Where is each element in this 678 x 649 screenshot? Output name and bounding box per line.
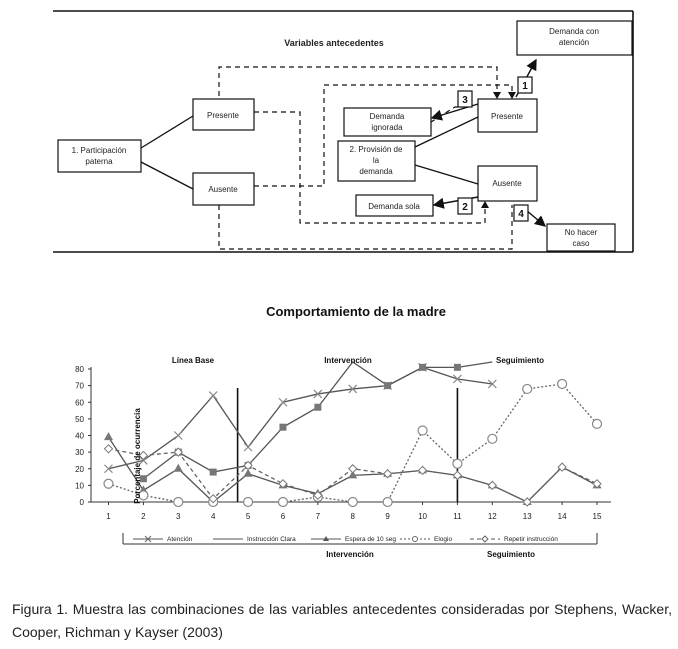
legend-label: Espera de 10 seg bbox=[345, 536, 396, 543]
marker-circle bbox=[593, 419, 602, 428]
x-tick-label: 15 bbox=[592, 512, 602, 521]
y-tick-label: 40 bbox=[75, 431, 84, 441]
legend-label: Repetir instrucción bbox=[504, 536, 558, 543]
x-tick-label: 9 bbox=[385, 512, 390, 521]
svg-text:1. Participación: 1. Participación bbox=[71, 146, 127, 155]
y-tick-label: 80 bbox=[75, 365, 84, 374]
box-presente-right bbox=[478, 99, 537, 132]
marker-square bbox=[279, 424, 286, 431]
maternal-behaviour-chart bbox=[0, 340, 678, 580]
y-tick-label: 10 bbox=[75, 481, 84, 491]
y-tick-label: 70 bbox=[75, 381, 84, 391]
marker-circle bbox=[453, 459, 462, 468]
antecedents-diagram bbox=[0, 0, 678, 260]
marker-square bbox=[384, 382, 391, 389]
svg-text:ignorada: ignorada bbox=[371, 123, 403, 132]
marker-circle bbox=[174, 498, 183, 507]
badge-3 bbox=[458, 91, 472, 107]
badge-2 bbox=[458, 198, 472, 214]
badge-4 bbox=[514, 205, 528, 221]
svg-text:caso: caso bbox=[572, 239, 590, 248]
box-participacion bbox=[58, 140, 141, 172]
marker-x bbox=[244, 443, 252, 451]
box-demanda-ignorada bbox=[344, 108, 431, 136]
box-demanda-sola bbox=[356, 195, 433, 216]
marker-x bbox=[174, 432, 182, 440]
box-presente-left bbox=[193, 99, 254, 130]
phase-label: Seguimiento bbox=[495, 356, 545, 365]
box-ausente-right bbox=[478, 166, 537, 201]
marker-circle bbox=[278, 498, 287, 507]
marker-square bbox=[454, 364, 461, 371]
marker-x bbox=[209, 392, 217, 400]
y-tick-label: 30 bbox=[75, 448, 84, 458]
badge-1 bbox=[518, 77, 532, 93]
x-tick-label: 13 bbox=[522, 512, 532, 521]
y-axis-label: Porcentaje de ocurrencia bbox=[133, 408, 142, 504]
legend-marker bbox=[482, 536, 488, 542]
y-tick-label: 60 bbox=[75, 398, 84, 408]
legend-label: Elogio bbox=[434, 536, 453, 543]
y-tick-label: 20 bbox=[75, 464, 84, 474]
bottom-phase-label: Seguimiento bbox=[486, 550, 536, 559]
chart-title: Comportamiento de la madre bbox=[266, 304, 446, 319]
marker-diamond bbox=[105, 445, 113, 453]
svg-text:Demanda con: Demanda con bbox=[549, 27, 599, 36]
x-tick-label: 7 bbox=[315, 512, 321, 521]
svg-text:atención: atención bbox=[558, 38, 590, 47]
x-tick-label: 4 bbox=[210, 512, 216, 521]
svg-text:2. Provisión de: 2. Provisión de bbox=[349, 145, 403, 154]
svg-text:2: 2 bbox=[462, 202, 468, 213]
marker-square bbox=[210, 469, 217, 476]
svg-text:1: 1 bbox=[522, 81, 528, 92]
x-tick-label: 11 bbox=[453, 512, 462, 521]
phase-label: Línea Base bbox=[171, 356, 215, 365]
marker-square bbox=[314, 404, 321, 411]
y-tick-label: 50 bbox=[75, 414, 84, 424]
marker-circle bbox=[244, 498, 253, 507]
svg-text:paterna: paterna bbox=[85, 157, 113, 166]
marker-circle bbox=[488, 434, 497, 443]
diagram-heading: Variables antecedentes bbox=[284, 38, 384, 48]
svg-text:Presente: Presente bbox=[490, 112, 524, 121]
marker-circle bbox=[558, 379, 567, 388]
x-tick-label: 6 bbox=[280, 512, 286, 521]
legend-marker bbox=[413, 537, 418, 542]
x-tick-label: 1 bbox=[106, 512, 111, 521]
series-line-1 bbox=[143, 362, 492, 479]
svg-text:Presente: Presente bbox=[206, 111, 240, 120]
phase-label: Intervención bbox=[324, 356, 372, 365]
marker-triangle bbox=[104, 432, 113, 440]
x-tick-label: 5 bbox=[245, 512, 251, 521]
marker-circle bbox=[523, 384, 532, 393]
svg-text:4: 4 bbox=[518, 209, 524, 220]
box-provision bbox=[338, 141, 415, 181]
x-tick-label: 14 bbox=[557, 512, 567, 521]
svg-text:Demanda: Demanda bbox=[369, 112, 405, 121]
marker-circle bbox=[418, 426, 427, 435]
y-tick-label: 0 bbox=[79, 498, 84, 507]
marker-square bbox=[419, 364, 426, 371]
svg-text:3: 3 bbox=[462, 95, 468, 106]
box-demanda-atencion bbox=[517, 21, 632, 55]
x-tick-label: 8 bbox=[350, 512, 355, 521]
figure-caption: Figura 1. Muestra las combinaciones de las variables antecedentes consideradas por Stephens, Wacker, Cooper, Richman y Kayser (2003) bbox=[12, 601, 672, 640]
box-ausente-left bbox=[193, 173, 254, 205]
svg-text:No hacer: No hacer bbox=[564, 228, 598, 237]
series-line-3 bbox=[109, 384, 598, 502]
marker-circle bbox=[348, 498, 357, 507]
svg-text:Ausente: Ausente bbox=[492, 179, 522, 188]
legend-label: Instrucción Clara bbox=[247, 536, 296, 543]
svg-text:Demanda sola: Demanda sola bbox=[368, 202, 420, 211]
bottom-phase-label: Intervención bbox=[326, 550, 374, 559]
marker-diamond bbox=[349, 465, 357, 473]
x-tick-label: 12 bbox=[487, 512, 497, 521]
x-tick-label: 3 bbox=[176, 512, 181, 521]
legend bbox=[123, 533, 597, 544]
svg-text:demanda: demanda bbox=[359, 167, 393, 176]
svg-text:la: la bbox=[372, 156, 380, 165]
marker-circle bbox=[104, 479, 113, 488]
x-tick-label: 10 bbox=[418, 512, 427, 521]
marker-circle bbox=[383, 498, 392, 507]
legend-label: Atención bbox=[167, 536, 193, 543]
x-tick-label: 2 bbox=[141, 512, 146, 521]
box-no-hacer-caso bbox=[547, 224, 615, 251]
marker-triangle bbox=[174, 464, 183, 472]
svg-text:Ausente: Ausente bbox=[208, 185, 238, 194]
